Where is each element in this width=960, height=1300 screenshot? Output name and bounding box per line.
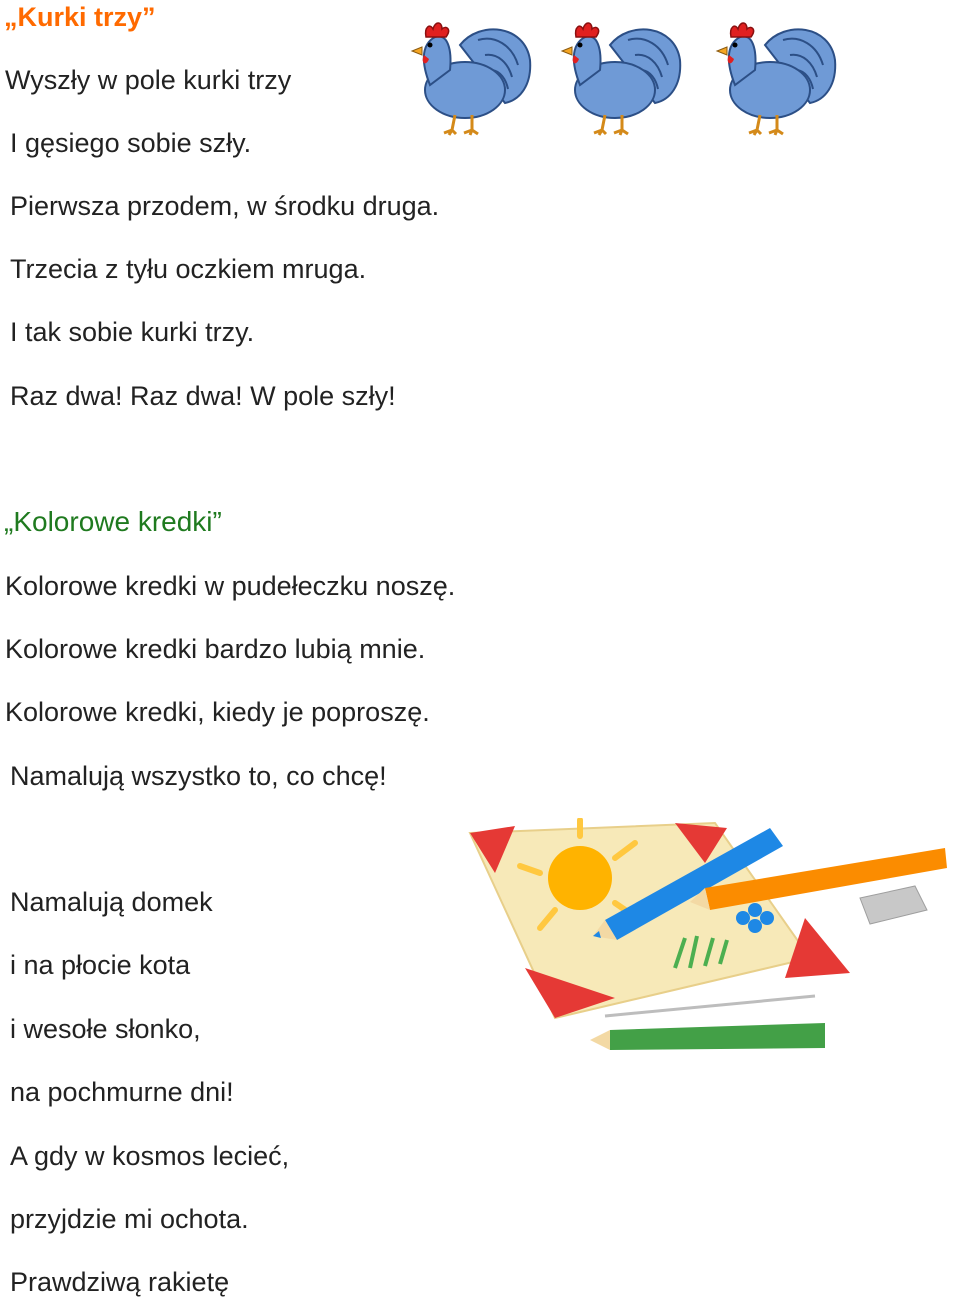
poem-title-kredki: „Kolorowe kredki” [4, 506, 222, 537]
rooster-icon [412, 23, 530, 135]
poem-line: na pochmurne dni! [10, 1077, 234, 1107]
poem-line: Wyszły w pole kurki trzy [5, 65, 292, 95]
poem-line: Trzecia z tyłu oczkiem mruga. [10, 254, 367, 284]
roosters-illustration [400, 15, 850, 140]
poem-line: Namalują wszystko to, co chcę! [10, 761, 387, 791]
poem-line: i na płocie kota [10, 950, 191, 980]
poem-line: Kolorowe kredki, kiedy je poproszę. [5, 697, 430, 727]
poem-line: I tak sobie kurki trzy. [10, 317, 255, 347]
rooster-icon [717, 23, 835, 135]
poem-line: Namalują domek [10, 887, 213, 917]
crayons-drawing-illustration [465, 818, 960, 1058]
rooster-icon [562, 23, 680, 135]
poem-line: przyjdzie mi ochota. [10, 1204, 249, 1234]
poem-line: A gdy w kosmos lecieć, [10, 1141, 290, 1171]
poem-line: i wesołe słonko, [10, 1014, 201, 1044]
poem-title-kurki: „Kurki trzy” [4, 2, 156, 32]
poem-line: Raz dwa! Raz dwa! W pole szły! [10, 381, 396, 411]
poem-line: Prawdziwą rakietę [10, 1267, 230, 1297]
poem-line: Pierwsza przodem, w środku druga. [10, 191, 440, 221]
poem-line: Kolorowe kredki w pudełeczku noszę. [5, 571, 456, 601]
poem-line: Kolorowe kredki bardzo lubią mnie. [5, 634, 426, 664]
poem-line: I gęsiego sobie szły. [10, 128, 252, 158]
